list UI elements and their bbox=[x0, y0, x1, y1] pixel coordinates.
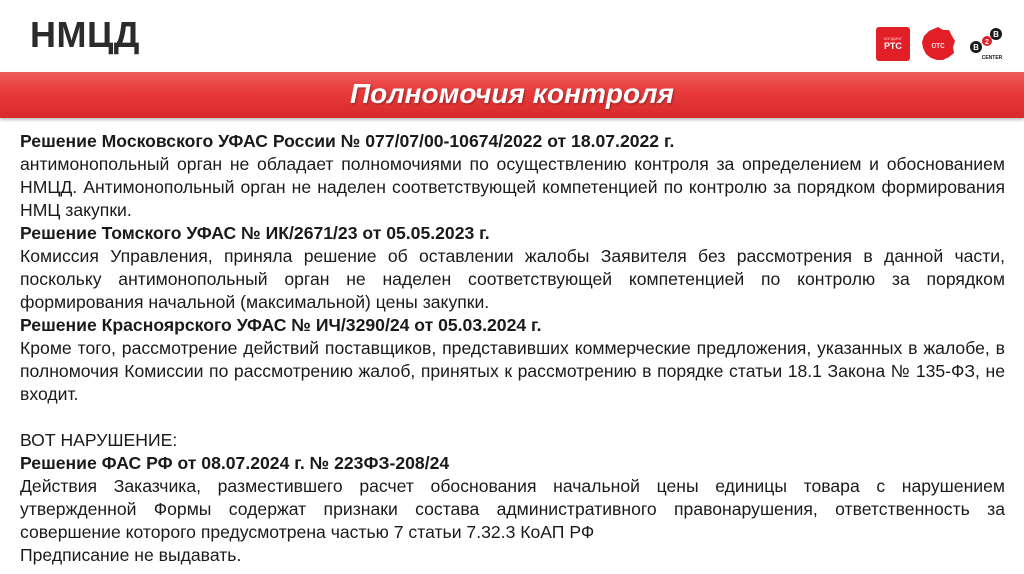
b2b-logo-center-text: CENTER bbox=[981, 55, 1003, 61]
violation-label: ВОТ НАРУШЕНИЕ: bbox=[20, 430, 178, 450]
ots-logo-text: отс bbox=[931, 40, 945, 50]
page-title: НМЦД bbox=[30, 14, 140, 55]
logo-group bbox=[876, 26, 1006, 62]
content bbox=[20, 130, 1005, 567]
b2b-logo-b-top: B bbox=[993, 30, 999, 39]
decision-body-tomsk: Комиссия Управления, приняла решение об оставлении жалобы Заявителя без рассмотрения в данной части, поскольку антимонопольный орган не наделен соответствующей компетенцией по контролю за порядком формирования начальной (максимальной) цены закупки. bbox=[20, 246, 1005, 312]
decision-body-moscow: антимонопольный орган не обладает полномочиями по осуществлению контроля за определением и обоснованием НМЦД. Антимонопольный орган не наделен соответствующей компетенцией по контролю за порядком формирования НМЦ закупки. bbox=[20, 154, 1005, 220]
b2b-logo-2: 2 bbox=[985, 39, 989, 46]
ots-logo bbox=[920, 26, 956, 62]
decision-heading-tomsk: Решение Томского УФАС № ИК/2671/23 от 05.05.2023 г. bbox=[20, 223, 490, 243]
section-banner bbox=[0, 72, 1024, 118]
banner-title: Полномочия контроля bbox=[349, 78, 674, 109]
decision-heading-krasnoyarsk: Решение Красноярского УФАС № ИЧ/3290/24 от 05.03.2024 г. bbox=[20, 315, 542, 335]
header bbox=[0, 0, 1024, 72]
b2b-center-logo bbox=[966, 26, 1006, 62]
decision-heading-fas: Решение ФАС РФ от 08.07.2024 г. № 223ФЗ-208/24 bbox=[20, 453, 450, 473]
rts-logo-text: РТС bbox=[884, 41, 902, 51]
rts-logo bbox=[876, 27, 910, 61]
b2b-logo-b-bottom: B bbox=[973, 43, 979, 52]
rts-logo-small-text: ХОЛДИНГ bbox=[883, 36, 903, 41]
decision-conclusion: Предписание не выдавать. bbox=[20, 545, 242, 565]
decision-body-krasnoyarsk: Кроме того, рассмотрение действий поставщиков, представивших коммерческие предложения, указанных в жалобе, в полномочия Комиссии по рассмотрению жалоб, принятых к рассмотрению в порядке статьи 18.1 Закона № 135-ФЗ, не входит. bbox=[20, 338, 1005, 404]
decision-body-fas: Действия Заказчика, разместившего расчет обоснования начальной цены единицы товара с нарушением утвержденной Формы содержат признаки состава административного правонарушения, ответственность за совершение которого предусмотрена частью 7 статьи 7.32.3 КоАП РФ bbox=[20, 476, 1005, 542]
spacer bbox=[20, 406, 1005, 429]
decision-heading-moscow: Решение Московского УФАС России № 077/07/00-10674/2022 от 18.07.2022 г. bbox=[20, 131, 675, 151]
